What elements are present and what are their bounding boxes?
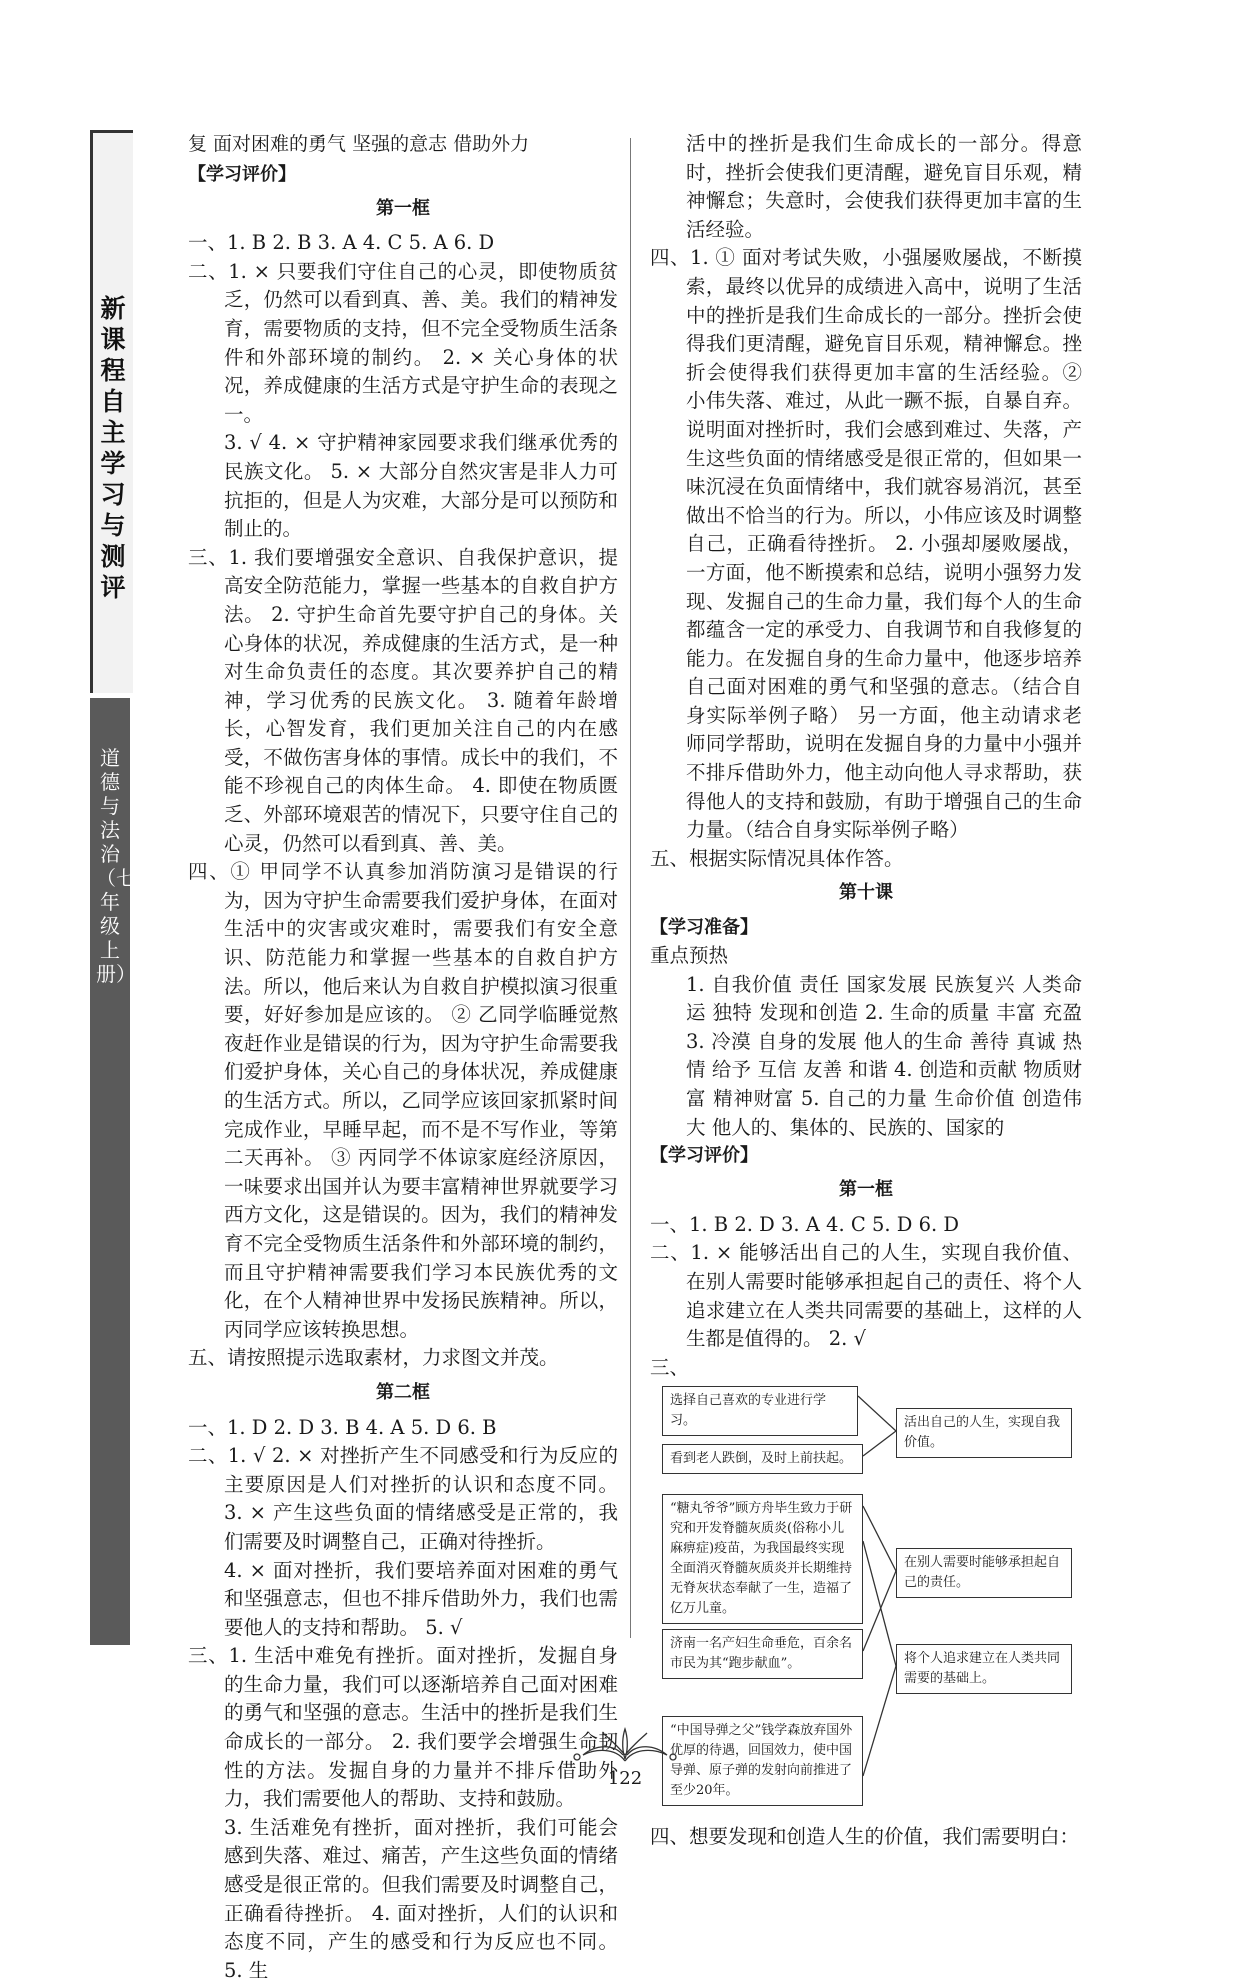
answer-paragraph: 活中的挫折是我们生命成长的一部分。得意时，挫折会使我们更清醒，避免盲目乐观，精神懈怠；失意时，会使我们获得更加丰富的生活经验。: [686, 132, 1082, 241]
section-heading-evaluation: 【学习评价】: [188, 163, 296, 185]
diagram-left-box-3: “糖丸爷爷”顾方舟毕生致力于研究和开发脊髓灰质炎(俗称小儿麻痹症)疫苗，为我国最终实现全面消灭脊髓灰质炎并长期维持无脊灰状态奉献了一生，造福了亿万儿童。: [662, 1494, 863, 1624]
answer-line: 四、想要发现和创造人生的价值，我们需要明白：: [650, 1825, 1080, 1849]
diagram-right-box-2: 在别人需要时能够承担起自己的责任。: [896, 1548, 1072, 1598]
sidebar-book-title: 新课程自主学习与测评: [100, 294, 126, 602]
answer-paragraph: 三、1. 我们要增强安全意识、自我保护意识，提高安全防范能力，掌握一些基本的自救自护方法。 2. 守护生命首先要守护自己的身体。关心身体的状况，养成健康的生活方式，是一种对生命负责任的态度。其次要养护自己的精神，学习优秀的民族文化。 3. 随着年龄增长，心智发育，我们更加关注自己的内在感受，不做伤害身体的事情。成长中的我们，不能不珍视自己的肉体生命。 4. 即使在物质匮乏、外部环境艰苦的情况下，只要守住自己的心灵，仍然可以看到真、善、美。: [188, 545, 618, 855]
answer-paragraph: 3. √ 4. × 守护精神家园要求我们继承优秀的民族文化。 5. × 大部分自然灾害是非人力可抗拒的，但是人为灾难，大部分是可以预防和制止的。: [224, 431, 618, 541]
answer-paragraph: 四、① 甲同学不认真参加消防演习是错误的行为，因为守护生命需要我们爱护身体，在面对生活中的灾害或灾难时，需要我们有安全意识、防范能力和掌握一些基本的自救自护方法。所以，他后来认为自救自护模拟演习很重要，好好参加是应该的。 ② 乙同学临睡觉熬夜赶作业是错误的行为，因为守护生命需要我们爱护身体，关心自己的身体状况，养成健康的生活方式。所以，乙同学应该回家抓紧时间完成作业，早睡早起，而不是不写作业，等第二天再补。 ③ 丙同学不体谅家庭经济原因，一味要求出国并认为要丰富精神世界就要学习西方文化，这是错误的。因为，我们的精神发育不完全受物质生活条件和外部环境的制约，而且守护精神需要我们学习本民族优秀的文化，在个人精神世界中发扬民族精神。所以，丙同学应该转换思想。: [188, 860, 618, 1341]
answer-paragraph: 二、1. × 能够活出自己的人生，实现自我价值、在别人需要时能够承担起自己的责任、将个人追求建立在人类共同需要的基础上，这样的人生都是值得的。 2. √: [650, 1241, 1082, 1351]
lesson-heading: 第十课: [839, 882, 893, 904]
section-heading-preparation: 【学习准备】: [650, 917, 758, 939]
sidebar-book-title-panel: [90, 130, 133, 693]
answer-line: 五、请按照提示选取素材，力求图文并茂。: [188, 1346, 559, 1370]
answer-paragraph: 二、1. √ 2. × 对挫折产生不同感受和行为反应的主要原因是人们对挫折的认识和态度不同。 3. × 产生这些负面的情绪感受是正常的，我们需要及时调整自己，正确对待挫折。: [188, 1444, 618, 1553]
sidebar-subject: 道德与法治（七年级上册）: [96, 746, 136, 986]
diagram-left-box-5: “中国导弹之父”钱学森放弃国外优厚的待遇，回国效力，使中国导弹、原子弹的发射向前推进了至少20年。: [662, 1716, 863, 1806]
section-title: 复 面对困难的勇气 坚强的意志 借助外力: [188, 133, 530, 155]
answer-line: 一、1. B 2. B 3. A 4. C 5. A 6. D: [188, 231, 495, 255]
answer-line: 三、: [650, 1355, 690, 1379]
answer-line: 五、根据实际情况具体作答。: [650, 846, 904, 870]
diagram-right-box-3: 将个人追求建立在人类共同需要的基础上。: [896, 1644, 1072, 1694]
sidebar-subject-panel: [90, 698, 136, 1645]
answer-paragraph: 三、1. 生活中难免有挫折。面对挫折，发掘自身的生命力量，我们可以逐渐培养自己面对困难的勇气和坚强的意志。生活中的挫折是我们生命成长的一部分。 2. 我们要学会增强生命韧性的方法。发掘自身的力量并不排斥借助外力，我们需要他人的帮助、支持和鼓励。: [188, 1644, 618, 1811]
match-line: [858, 1396, 896, 1431]
diagram-left-box-1: 选择自己喜欢的专业进行学习。: [662, 1386, 858, 1436]
diagram-left-box-4: 济南一名产妇生命垂危，百余名市民为其“跑步献血”。: [662, 1629, 863, 1679]
answer-line: 一、1. D 2. D 3. B 4. A 5. D 6. B: [188, 1415, 497, 1439]
answer-paragraph: 四、1. ① 面对考试失败，小强屡败屡战，不断摸索，最终以优异的成绩进入高中，说明了生活中的挫折是我们生命成长的一部分。挫折会使得我们更清醒，避免盲目乐观，精神懈怠。挫折会使得我们获得更加丰富的生活经验。② 小伟失落、难过，从此一蹶不振，自暴自弃。说明面对挫折时，我们会感到难过、失落，产生这些负面的情绪感受是很正常的，但如果一味沉浸在负面情绪中，我们就容易消沉，甚至做出不恰当的行为。所以，小伟应该及时调整自己，正确看待挫折。 2. 小强却屡败屡战，一方面，他不断摸索和总结，说明小强努力发现、发掘自己的生命力量，我们每个人的生命都蕴含一定的承受力、自我调节和自我修复的能力。在发掘自身的生命力量中，他逐步培养自己面对困难的勇气和坚强的意志。（结合自身实际举例子略） 另一方面，他主动请求老师同学帮助，说明在发掘自身的力量中小强并不排斥借助外力，他主动向他人寻求帮助，获得他人的支持和鼓励，有助于增强自己的生命力量。（结合自身实际举例子略）: [650, 246, 1082, 842]
matching-diagram: [650, 1386, 1090, 1821]
answer-paragraph: 3. 生活难免有挫折，面对挫折，我们可能会感到失落、难过、痛苦，产生这些负面的情绪感受是很正常的。但我们需要及时调整自己，正确看待挫折。 4. 面对挫折，人们的认识和态度不同，产生的感受和行为反应也不同。 5. 生: [224, 1815, 618, 1982]
match-line: [863, 1541, 896, 1666]
match-line: [863, 1571, 896, 1651]
footer-ornament-icon: [565, 1725, 685, 1765]
right-column: [650, 130, 1082, 1852]
answer-paragraph: 二、1. × 只要我们守住自己的心灵，即使物质贫乏，仍然可以看到真、善、美。我们的精神发育，需要物质的支持，但不完全受物质生活条件和外部环境的制约。 2. × 关心身体的状况，养成健康的生活方式是守护生命的表现之一。: [188, 259, 618, 426]
match-line: [863, 1431, 896, 1456]
page-number: 122: [607, 1768, 643, 1789]
column-divider: [630, 138, 631, 1638]
match-line: [863, 1666, 896, 1776]
frame-heading-2: 第二框: [376, 1381, 430, 1403]
left-column: [188, 130, 618, 1985]
key-points-label: 重点预热: [650, 944, 729, 968]
frame-heading: 第一框: [839, 1179, 893, 1201]
diagram-left-box-2: 看到老人跌倒，及时上前扶起。: [662, 1444, 863, 1474]
frame-heading-1: 第一框: [376, 197, 430, 219]
sidebar: [90, 130, 136, 1645]
diagram-right-box-1: 活出自己的人生，实现自我价值。: [896, 1408, 1072, 1458]
answer-line: 一、1. B 2. D 3. A 4. C 5. D 6. D: [650, 1212, 960, 1236]
answer-paragraph: 4. × 面对挫折，我们要培养面对困难的勇气和坚强意志，但也不排斥借助外力，我们也需要他人的支持和帮助。 5. √: [224, 1558, 618, 1639]
section-heading-evaluation: 【学习评价】: [650, 1145, 758, 1167]
key-points-text: 1. 自我价值 责任 国家发展 民族复兴 人类命运 独特 发现和创造 2. 生命的质量 丰富 充盈 3. 冷漠 自身的发展 他人的生命 善待 真诚 热情 给予 互信 友善 和谐 4. 创造和贡献 物质财富 精神财富 5. 自己的力量 生命价值 创造伟大 他人的、集体的、民族的、国家的: [686, 972, 1082, 1139]
